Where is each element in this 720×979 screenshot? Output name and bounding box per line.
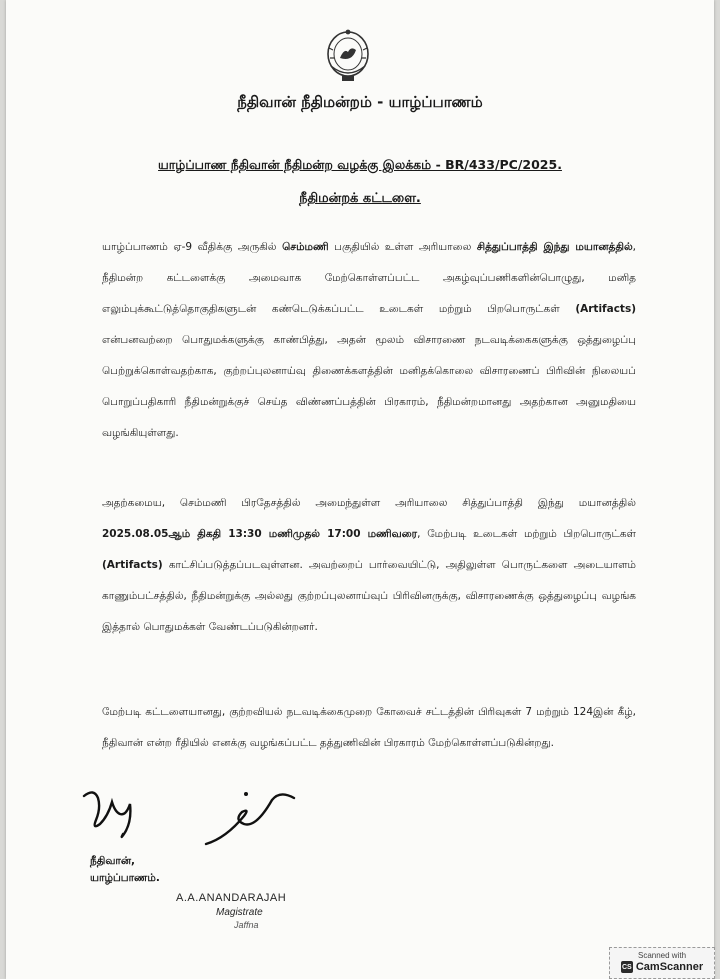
stamp-role: Magistrate [216,907,263,918]
signatory-title-line2: யாழ்ப்பாணம். [90,872,160,884]
case-number-title: யாழ்ப்பாண நீதிவான் நீதிமன்ற வழக்கு இலக்கம் - BR/433/PC/2025. [158,157,562,172]
text-run: பகுதியில் உள்ள அரியாலை [328,241,477,253]
signatory-title [90,853,160,887]
text-run: காட்சிப்படுத்தப்படவுள்ளன. அவற்றைப் பார்வையிட்டு, அதிலுள்ள பொருட்களை அடையாளம் காணும்பட்சத்தில், நீதிமன்றுக்கு அல்லது குற்றப்புலனாய்வுப் பிரிவினருக்கு, விசாரணைக்கு ஒத்துழைப்பு வழங்க இத்தால் பொதுமக்கள் வேண்டப்படுகின்றனர். [102,559,636,633]
text-run: , நீதிமன்ற கட்டளைக்கு அமைவாக மேற்கொள்ளப்பட்ட அகழ்வுப்பணிகளின்பொழுது, மனித எலும்புக்கூட்டுத்தொகுதிகளுடன் கண்டெடுக்கப்பட்ட உடைகள் மற்றும் பிறபொருட்கள் [102,241,637,315]
stamp-place: Jaffna [234,920,259,928]
text-run: (Artifacts) [575,303,636,315]
text-run: என்பனவற்றை பொதுமக்களுக்கு காண்பித்து, அதன் மூலம் விசாரணை நடவடிக்கைகளுக்கு ஒத்துழைப்பு பெற்றுக்கொள்வதற்காக, குற்றப்புலனாய்வு திணைக்களத்தின் மனிதக்கொலை விசாரணைப் பிரிவின் நிலையப் பொறுப்பதிகாரி நீதிமன்றுக்குச் செய்த விண்ணப்பத்தின் பிரகாரம், நீதிமன்றமானது அதற்கான அனுமதியை வழங்கியுள்ளது. [102,334,636,439]
handwritten-signature [76,782,316,857]
official-stamp [176,892,286,928]
court-header: நீதிவான் நீதிமன்றம் - யாழ்ப்பாணம் [237,93,483,111]
text-run: மேற்படி கட்டளையானது, குற்றவியல் நடவடிக்கைமுறை கோவைச் சட்டத்தின் பிரிவுகள் 7 மற்றும் 124இன் கீழ், நீதிவான் என்ற ரீதியில் எனக்கு வழங்கப்பட்ட தத்துணிவின் பிரகாரம் மேற்கொள்ளப்படுகின்றது. [102,706,636,749]
text-run: யாழ்ப்பாணம் ஏ-9 வீதிக்கு அருகில் [102,241,283,253]
text-run: அதற்கமைய, செம்மணி பிரதேசத்தில் அமைந்துள்ள அரியாலை சித்துப்பாத்தி இந்து மயானத்தில் [102,497,636,509]
camscanner-brand: CamScanner [635,961,704,973]
text-run: 2025.08.05ஆம் திகதி 13:30 மணிமுதல் 17:00 மணிவரை [102,528,418,540]
paragraph-3 [102,697,636,759]
text-run: செம்மணி [282,241,329,253]
text-run: , மேற்படி உடைகள் மற்றும் பிறபொருட்கள் [417,528,637,540]
camscanner-watermark [609,947,715,979]
stamp-name: A.A.ANANDARAJAH [176,892,287,904]
camscanner-logo-icon: CS [621,961,633,973]
signatory-title-line1: நீதிவான், [90,855,136,867]
paragraph-1 [102,232,636,449]
paragraph-2 [102,488,636,643]
order-heading: நீதிமன்றக் கட்டளை. [299,191,421,206]
sri-lanka-emblem-icon [321,26,375,86]
text-run: சித்துப்பாத்தி இந்து மயானத்தில் [476,241,633,253]
scanned-with-text: Scanned with [637,951,687,960]
document-page [6,0,714,979]
text-run: (Artifacts) [102,559,163,571]
